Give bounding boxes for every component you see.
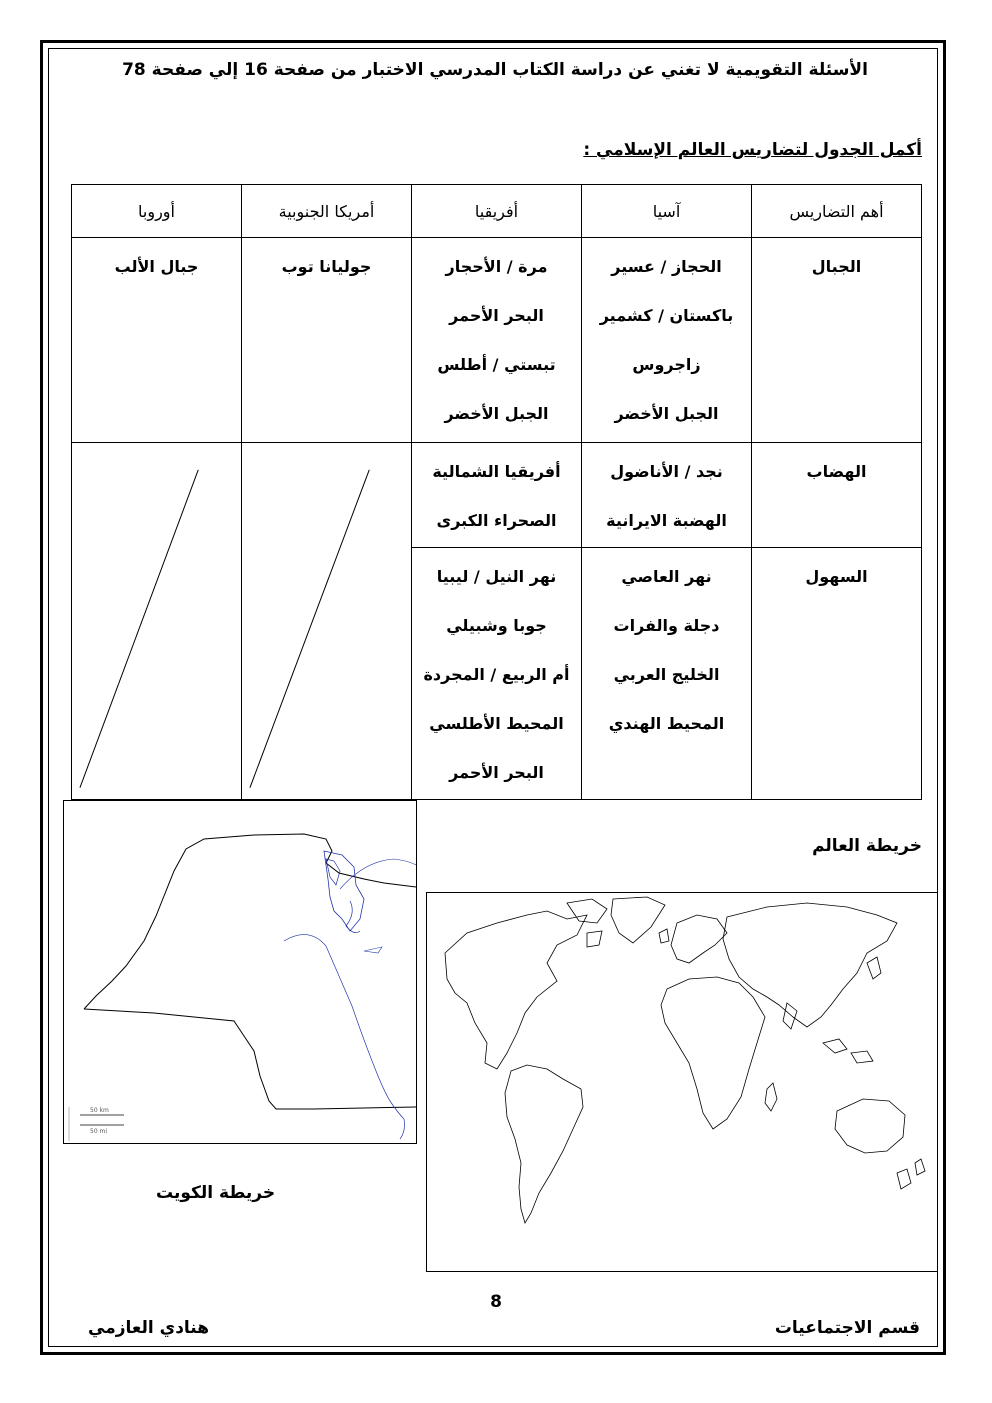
south-america-empty-cell <box>242 443 412 800</box>
instruction-heading: أكمل الجدول لتضاريس العالم الإسلامي : <box>583 140 922 160</box>
header-cell: أهم التضاريس <box>752 185 922 238</box>
cell-item: الصحراء الكبرى <box>436 511 557 530</box>
cell-item: المحيط الأطلسي <box>429 714 564 733</box>
cell-item: الجبل الأخضر <box>444 404 549 423</box>
cell-item: تبستي / أطلس <box>437 355 556 374</box>
europe-cell <box>72 238 242 443</box>
world-outline <box>427 893 937 1271</box>
africa-cell <box>412 238 582 443</box>
footer-department: قسم الاجتماعيات <box>774 1318 920 1338</box>
world-map <box>426 892 938 1272</box>
cell-item: الهضبة الايرانية <box>606 511 727 530</box>
cell-item: البحر الأحمر <box>449 306 544 325</box>
cell-item: أم الربيع / المجردة <box>423 665 570 684</box>
cell-item: دجلة والفرات <box>613 616 720 635</box>
page-header: الأسئلة التقويمية لا تغني عن دراسة الكتاب المدرسي الاختبار من صفحة 16 إلي صفحة 78 <box>122 60 868 80</box>
relief-table <box>71 184 922 800</box>
header-cell: أوروبا <box>72 185 242 238</box>
table-row-plateaus <box>72 443 922 548</box>
asia-cell <box>582 548 752 800</box>
asia-cell <box>582 238 752 443</box>
europe-empty-cell <box>72 443 242 800</box>
row-label-cell <box>752 443 922 548</box>
africa-cell <box>412 443 582 548</box>
row-label-cell <box>752 238 922 443</box>
cell-item: نهر النيل / ليبيا <box>436 567 557 586</box>
row-label: الهضاب <box>806 462 867 481</box>
cell-item: زاجروس <box>632 355 701 374</box>
cell-item: باكستان / كشمير <box>599 306 734 325</box>
world-map-label: خريطة العالم <box>812 836 922 856</box>
header-cell: أفريقيا <box>412 185 582 238</box>
table-header-row <box>72 185 922 238</box>
cell-item: مرة / الأحجار <box>445 257 548 276</box>
cell-item: المحيط الهندي <box>608 714 725 733</box>
cell-item: نجد / الأناضول <box>610 462 723 481</box>
cell-item: نهر العاصي <box>621 567 712 586</box>
cell-item: جبال الألب <box>114 257 199 276</box>
cell-item: جوليانا توب <box>281 257 372 276</box>
crossed-out-line <box>242 443 411 799</box>
cell-item: جوبا وشبيلي <box>446 616 547 635</box>
row-label-cell <box>752 548 922 800</box>
table-row-mountains <box>72 238 922 443</box>
scale-mi: 50 mi <box>90 1128 108 1135</box>
cell-item: البحر الأحمر <box>449 763 544 782</box>
asia-cell <box>582 443 752 548</box>
footer-author: هنادي العازمي <box>88 1318 210 1338</box>
cell-item: الجبل الأخضر <box>614 404 719 423</box>
kuwait-map-label: خريطة الكويت <box>156 1183 276 1203</box>
cell-item: أفريقيا الشمالية <box>432 462 561 481</box>
cell-item: الحجاز / عسير <box>611 257 722 276</box>
page-number: 8 <box>490 1292 502 1312</box>
kuwait-outline <box>64 801 416 1143</box>
header-cell: آسيا <box>582 185 752 238</box>
cell-item: الخليج العربي <box>613 665 720 684</box>
south-america-cell <box>242 238 412 443</box>
kuwait-map <box>63 800 417 1144</box>
africa-cell <box>412 548 582 800</box>
header-cell: أمريكا الجنوبية <box>242 185 412 238</box>
scale-km: 50 km <box>90 1107 109 1114</box>
row-label: السهول <box>805 567 868 586</box>
row-label: الجبال <box>811 257 862 276</box>
crossed-out-line <box>72 443 241 799</box>
